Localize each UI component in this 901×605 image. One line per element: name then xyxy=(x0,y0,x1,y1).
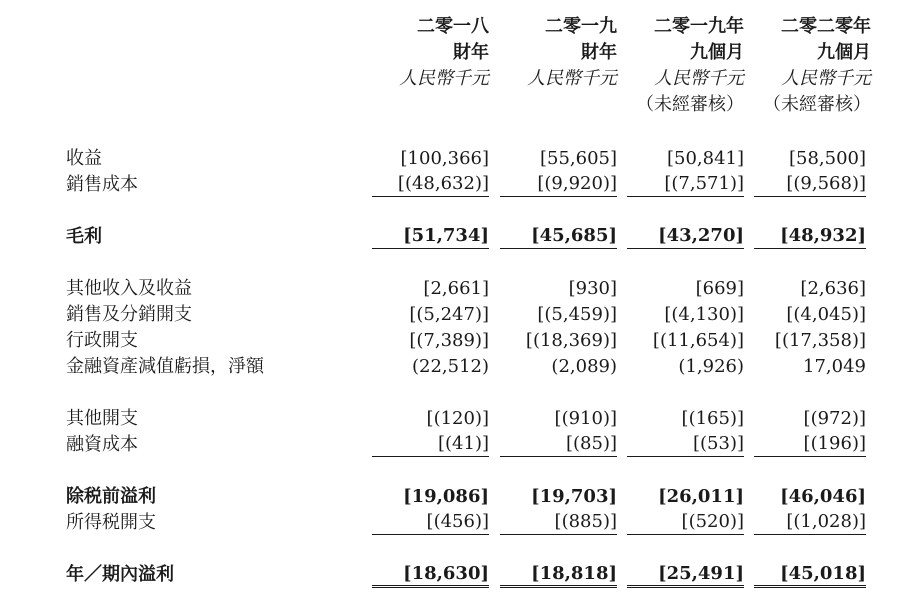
row-value: [18,818] xyxy=(500,562,617,588)
row-value: [(17,358)] xyxy=(774,330,866,351)
row-value: [669] xyxy=(695,278,744,299)
header-audit-note: （未經審核） xyxy=(636,94,744,115)
row-value: [45,685] xyxy=(500,224,617,249)
row-value: [50,841] xyxy=(666,148,744,169)
header-period: 二零一九年 xyxy=(654,16,744,37)
header-period-type: 財年 xyxy=(453,42,489,63)
row-value: [18,630] xyxy=(372,562,489,588)
table-row-other-income xyxy=(0,276,901,302)
row-label: 其他收入及收益 xyxy=(66,278,192,299)
row-value: [2,661] xyxy=(423,278,489,299)
column-header-9m2020 xyxy=(747,14,871,118)
row-value: [26,011] xyxy=(658,486,744,507)
header-audit-note: （未經審核） xyxy=(763,94,871,115)
row-value: (22,512) xyxy=(411,356,489,377)
row-label: 金融資產減值虧損，淨額 xyxy=(66,356,264,377)
row-value: [(885)] xyxy=(500,510,617,535)
header-period-type: 財年 xyxy=(581,42,617,63)
row-value: [(910)] xyxy=(554,408,617,429)
row-value: (2,089) xyxy=(551,356,617,377)
column-header-9m2019 xyxy=(620,14,744,118)
header-period: 二零二零年 xyxy=(781,16,871,37)
row-value: [930] xyxy=(568,278,617,299)
row-label: 銷售成本 xyxy=(66,174,138,195)
row-value: [45,018] xyxy=(754,562,866,588)
header-unit: 人民幣千元 xyxy=(399,68,489,89)
table-row-selling-expenses xyxy=(0,302,901,328)
row-value: [(4,045)] xyxy=(786,304,866,325)
row-value: [(120)] xyxy=(426,408,489,429)
row-value: [(5,459)] xyxy=(537,304,617,325)
row-value: [46,046] xyxy=(780,486,866,507)
row-value: [(196)] xyxy=(754,432,866,457)
row-value: [(9,568)] xyxy=(754,172,866,197)
row-label: 融資成本 xyxy=(66,434,138,455)
header-period: 二零一八 xyxy=(417,16,489,37)
table-row-revenue xyxy=(0,146,901,172)
table-row-other-expenses xyxy=(0,406,901,432)
header-unit: 人民幣千元 xyxy=(527,68,617,89)
row-label: 其他開支 xyxy=(66,408,138,429)
row-value: [19,703] xyxy=(531,486,617,507)
row-value: (1,926) xyxy=(678,356,744,377)
row-value: [(520)] xyxy=(627,510,744,535)
row-value: [100,366] xyxy=(400,148,489,169)
row-value: [2,636] xyxy=(800,278,866,299)
row-label: 銷售及分銷開支 xyxy=(66,304,192,325)
row-value: [43,270] xyxy=(627,224,744,249)
row-value: [(456)] xyxy=(372,510,489,535)
header-period: 二零一九 xyxy=(545,16,617,37)
row-value: [(85)] xyxy=(500,432,617,457)
row-label: 行政開支 xyxy=(66,330,138,351)
table-row-profit-before-tax xyxy=(0,484,901,510)
table-row-cost-of-sales xyxy=(0,172,901,198)
row-label: 毛利 xyxy=(66,226,102,247)
header-unit: 人民幣千元 xyxy=(781,68,871,89)
row-value: [(11,654)] xyxy=(652,330,744,351)
row-value: [(48,632)] xyxy=(372,172,489,197)
row-value: [(7,389)] xyxy=(409,330,489,351)
row-value: [(4,130)] xyxy=(664,304,744,325)
header-period-type: 九個月 xyxy=(817,42,871,63)
row-value: [(5,247)] xyxy=(409,304,489,325)
row-value: [(18,369)] xyxy=(525,330,617,351)
row-value: [(41)] xyxy=(372,432,489,457)
column-header-fy2018 xyxy=(365,14,489,92)
row-value: [(9,920)] xyxy=(500,172,617,197)
row-value: [(972)] xyxy=(803,408,866,429)
table-row-profit-for-period xyxy=(0,562,901,588)
row-label: 年／期內溢利 xyxy=(66,564,174,585)
row-value: [19,086] xyxy=(403,486,489,507)
row-value: [(1,028)] xyxy=(754,510,866,535)
table-row-income-tax xyxy=(0,510,901,536)
row-label: 除税前溢利 xyxy=(66,486,156,507)
row-value: [25,491] xyxy=(627,562,744,588)
header-period-type: 九個月 xyxy=(690,42,744,63)
column-header-fy2019 xyxy=(493,14,617,92)
table-row-admin-expenses xyxy=(0,328,901,354)
row-value: [(53)] xyxy=(627,432,744,457)
row-value: [(7,571)] xyxy=(627,172,744,197)
row-value: [55,605] xyxy=(539,148,617,169)
row-label: 收益 xyxy=(66,148,102,169)
table-row-finance-costs xyxy=(0,432,901,458)
row-value: [48,932] xyxy=(754,224,866,249)
table-row-impairment xyxy=(0,354,901,380)
header-unit: 人民幣千元 xyxy=(654,68,744,89)
row-value: [(165)] xyxy=(681,408,744,429)
row-value: [51,734] xyxy=(372,224,489,249)
row-value: [58,500] xyxy=(788,148,866,169)
row-label: 所得税開支 xyxy=(66,512,156,533)
row-value: 17,049 xyxy=(803,356,866,377)
table-row-gross-profit xyxy=(0,224,901,250)
